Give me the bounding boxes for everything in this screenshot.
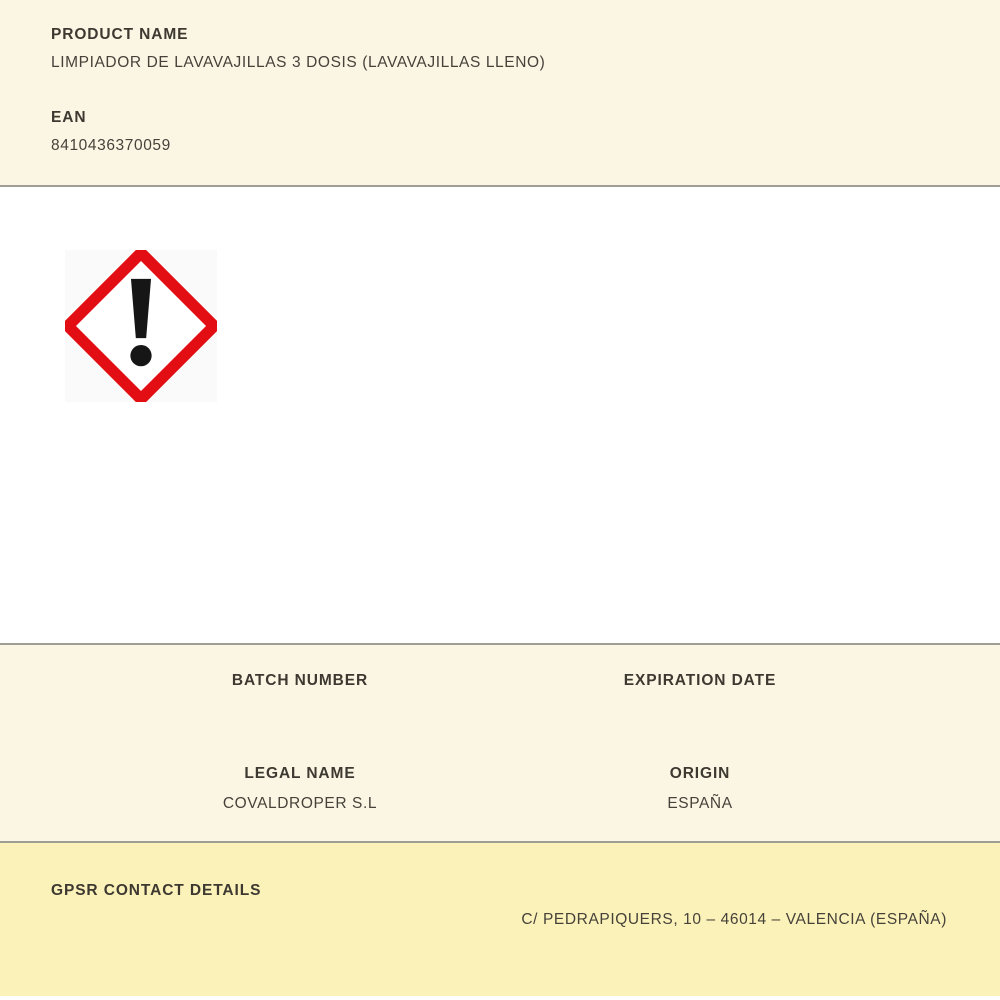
legal-name-value: COVALDROPER S.L: [222, 795, 378, 812]
ean-value: 8410436370059: [51, 137, 171, 154]
batch-expiration-row: [100, 672, 900, 721]
batch-number-value: [100, 702, 500, 721]
gpsr-contact-section: [0, 843, 1000, 996]
gpsr-contact-label: GPSR CONTACT DETAILS: [51, 882, 262, 899]
batch-number-label: BATCH NUMBER: [231, 672, 369, 689]
expiration-date-value: [500, 702, 900, 721]
pictogram-section: [0, 187, 1000, 645]
origin-value: ESPAÑA: [667, 795, 733, 812]
expiration-date-label: EXPIRATION DATE: [623, 672, 777, 689]
ghs07-exclamation-warning-icon: [65, 250, 217, 402]
legal-name-label: LEGAL NAME: [244, 765, 356, 782]
ean-label: EAN: [51, 109, 87, 126]
legal-name-field: [100, 765, 500, 814]
product-name-label: PRODUCT NAME: [51, 26, 189, 43]
legal-origin-row: [100, 765, 900, 814]
product-header-section: [0, 0, 1000, 187]
gpsr-contact-address: C/ PEDRAPIQUERS, 10 – 46014 – VALENCIA (ESPAÑA): [521, 911, 947, 928]
expiration-date-field: [500, 672, 900, 721]
batch-info-section: [0, 645, 1000, 843]
origin-field: [500, 765, 900, 814]
origin-label: ORIGIN: [669, 765, 731, 782]
product-name-value: LIMPIADOR DE LAVAVAJILLAS 3 DOSIS (LAVAVAJILLAS LLENO): [51, 54, 546, 71]
warning-pictogram-image: [65, 250, 217, 402]
batch-number-field: [100, 672, 500, 721]
